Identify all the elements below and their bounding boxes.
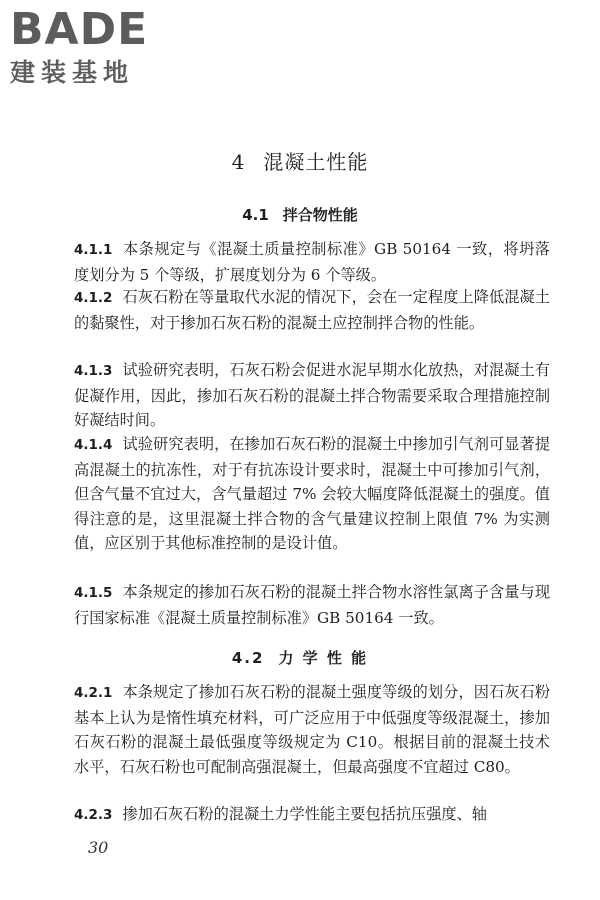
section-title-text: 拌合物性能 xyxy=(282,206,358,224)
clause-4-1-5 xyxy=(74,580,550,630)
clause-id: 4.2.1 xyxy=(74,685,113,701)
section-number: 4.1 xyxy=(242,206,269,224)
bade-logo xyxy=(10,6,175,88)
clause-text: 试验研究表明，石灰石粉会促进水泥早期水化放热，对混凝土有促凝作用，因此，掺加石灰石粉的混凝土拌合物需要采取合理措施控制好凝结时间。 xyxy=(74,361,550,429)
clause-text: 试验研究表明，在掺加石灰石粉的混凝土中掺加引气剂可显著提高混凝土的抗冻性，对于有抗冻设计要求时，混凝土中可掺加引气剂，但含气量不宜过大，含气量超过 7% 会较大幅度降低混凝土的强度。值得注意的是，这里混凝土拌合物的含气量建议控制上限值 7% 为实测值，应区别于其他标准控制的是设计值。 xyxy=(74,435,550,552)
clause-text: 本条规定与《混凝土质量控制标准》GB 50164 一致，将坍落度划分为 5 个等级，扩展度划分为 6 个等级。 xyxy=(74,240,550,284)
clause-4-1-4 xyxy=(74,432,550,556)
clause-4-1-3 xyxy=(74,358,550,433)
clause-4-2-3 xyxy=(74,802,550,828)
clause-id: 4.1.2 xyxy=(74,290,113,306)
clause-4-2-1 xyxy=(74,680,550,779)
page-number: 30 xyxy=(88,838,109,857)
clause-id: 4.1.1 xyxy=(74,242,113,258)
chapter-title-text: 混凝土性能 xyxy=(263,150,369,174)
chapter-title xyxy=(0,146,600,175)
section-title-text: 力 学 性 能 xyxy=(278,649,369,667)
clause-4-1-2 xyxy=(74,285,550,335)
clause-text: 掺加石灰石粉的混凝土力学性能主要包括抗压强度、轴 xyxy=(122,805,487,823)
clause-4-1-1 xyxy=(74,237,550,287)
chapter-number: 4 xyxy=(231,150,246,174)
clause-id: 4.1.5 xyxy=(74,585,113,601)
clause-text: 本条规定的掺加石灰石粉的混凝土拌合物水溶性氯离子含量与现行国家标准《混凝土质量控制标准》GB 50164 一致。 xyxy=(74,583,550,627)
clause-text: 石灰石粉在等量取代水泥的情况下，会在一定程度上降低混凝土的黏聚性，对于掺加石灰石粉的混凝土应控制拌合物的性能。 xyxy=(74,288,550,332)
logo-brand-text: BADE xyxy=(10,4,149,55)
section-number: 4.2 xyxy=(231,649,265,667)
section-heading-4-1 xyxy=(0,204,600,225)
clause-id: 4.1.3 xyxy=(74,363,113,379)
clause-id: 4.1.4 xyxy=(74,437,113,453)
logo-subtitle: 建装基地 xyxy=(10,58,135,87)
section-heading-4-2 xyxy=(0,647,600,668)
clause-text: 本条规定了掺加石灰石粉的混凝土强度等级的划分，因石灰石粉基本上认为是惰性填充材料，可广泛应用于中低强度等级混凝土，掺加石灰石粉的混凝土最低强度等级规定为 C10。根据目前的混凝土技术水平，石灰石粉也可配制高强混凝土，但最高强度不宜超过 C80。 xyxy=(74,683,550,776)
clause-id: 4.2.3 xyxy=(74,807,113,823)
